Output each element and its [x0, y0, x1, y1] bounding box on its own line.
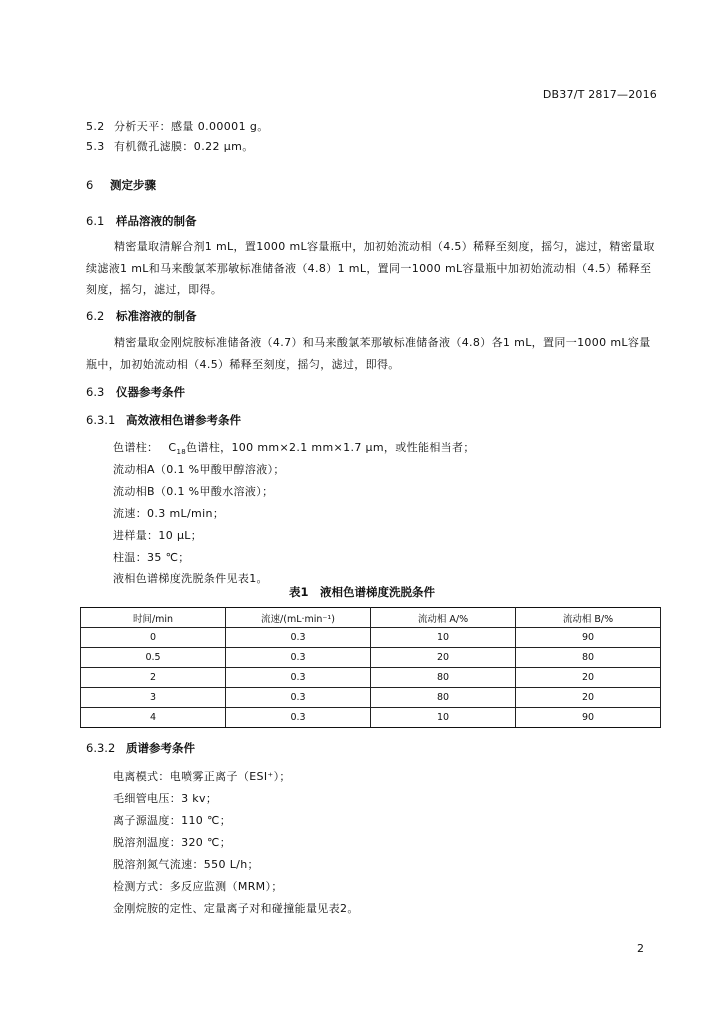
section-6-heading: [86, 177, 156, 193]
column-temperature: 柱温：35 ℃；: [113, 551, 190, 564]
section-title: 质谱参考条件: [126, 741, 195, 755]
header-flow: 流速/(mL·min⁻¹): [226, 608, 371, 628]
table-cell: 90: [516, 708, 661, 728]
section-6-3-2-heading: [86, 740, 195, 756]
column-type: C: [168, 441, 177, 454]
table-cell: 80: [371, 668, 516, 688]
desolvation-temperature: 脱溶剂温度：320 ℃；: [113, 836, 232, 849]
table-cell: 0.3: [226, 668, 371, 688]
table-row: [81, 668, 661, 688]
table-cell: 3: [81, 688, 226, 708]
table-1-caption: 表1 液相色谱梯度洗脱条件: [288, 585, 435, 599]
section-title: 高效液相色谱参考条件: [126, 413, 241, 427]
section-number: 6.2: [86, 309, 105, 323]
table-cell: 10: [371, 628, 516, 648]
header-time: 时间/min: [81, 608, 226, 628]
page-number: 2: [637, 942, 644, 955]
table-cell: 0.3: [226, 648, 371, 668]
mobile-phase-b: 流动相B（0.1 %甲酸水溶液）；: [113, 485, 274, 498]
section-6-3-heading: [86, 384, 185, 400]
document-code: DB37/T 2817—2016: [542, 88, 657, 101]
table-row: [81, 688, 661, 708]
clause-5-3: [86, 138, 254, 154]
table-cell: 10: [371, 708, 516, 728]
clause-number: 5.2: [86, 120, 105, 133]
table-header-row: [81, 608, 661, 628]
column-label: 色谱柱：: [113, 441, 159, 454]
detection-mode: 检测方式：多反应监测（MRM）；: [113, 880, 283, 893]
mobile-phase-a: 流动相A（0.1 %甲酸甲醇溶液）；: [113, 463, 285, 476]
table-cell: 20: [516, 688, 661, 708]
section-number: 6.1: [86, 214, 105, 228]
source-temperature: 离子源温度：110 ℃；: [113, 814, 232, 827]
table-row: [81, 628, 661, 648]
hplc-column: [113, 439, 475, 456]
ionization-mode: 电离模式：电喷雾正离子（ESI⁺）；: [113, 770, 291, 783]
section-6-1-heading: [86, 213, 197, 229]
section-title: 测定步骤: [110, 178, 156, 192]
table-cell: 0.5: [81, 648, 226, 668]
table-cell: 80: [516, 648, 661, 668]
table-cell: 0.3: [226, 708, 371, 728]
table-cell: 0: [81, 628, 226, 648]
clause-5-2: [86, 118, 269, 134]
paragraph-text: 精密量取金刚烷胺标准储备液（4.7）和马来酸氯苯那敏标准储备液（4.8）各1 mL，置同一1000 mL容量瓶中，加初始流动相（4.5）稀释至刻度，摇匀，滤过，即得。: [86, 336, 651, 371]
table-cell: 20: [516, 668, 661, 688]
paragraph-text: 精密量取清解合剂1 mL，置1000 mL容量瓶中，加初始流动相（4.5）稀释至刻度，摇匀，滤过，精密量取续滤液1 mL和马来酸氯苯那敏标准储备液（4.8）1 mL，置同一1000 mL容量瓶中加初始流动相（4.5）稀释至刻度，摇匀，滤过，即得。: [86, 240, 655, 296]
section-6-1-body: [86, 236, 658, 301]
table-2-reference: 金刚烷胺的定性、定量离子对和碰撞能量见表2。: [113, 902, 359, 915]
table-cell: 80: [371, 688, 516, 708]
section-title: 标准溶液的制备: [116, 309, 197, 323]
clause-text: 分析天平：感量 0.00001 g。: [114, 120, 269, 133]
section-title: 仪器参考条件: [116, 385, 185, 399]
gradient-reference: 液相色谱梯度洗脱条件见表1。: [113, 572, 268, 585]
section-number: 6.3.1: [86, 413, 116, 427]
table-row: [81, 708, 661, 728]
table-cell: 4: [81, 708, 226, 728]
section-6-2-heading: [86, 308, 197, 324]
section-6-3-1-heading: [86, 412, 241, 428]
column-subscript: 18: [176, 448, 187, 457]
table-cell: 2: [81, 668, 226, 688]
table-cell: 0.3: [226, 628, 371, 648]
header-phase-b: 流动相 B/%: [516, 608, 661, 628]
section-6-2-body: [86, 332, 658, 375]
column-spec: 色谱柱，100 mm×2.1 mm×1.7 μm，或性能相当者；: [186, 441, 475, 454]
table-cell: 90: [516, 628, 661, 648]
table-row: [81, 648, 661, 668]
injection-volume: 进样量：10 μL；: [113, 529, 203, 542]
clause-text: 有机微孔滤膜：0.22 μm。: [114, 140, 254, 153]
desolvation-gas-flow: 脱溶剂氮气流速：550 L/h；: [113, 858, 259, 871]
table-cell: 0.3: [226, 688, 371, 708]
section-number: 6: [86, 178, 94, 192]
gradient-table: [80, 607, 661, 728]
section-number: 6.3.2: [86, 741, 116, 755]
capillary-voltage: 毛细管电压：3 kv；: [113, 792, 218, 805]
header-phase-a: 流动相 A/%: [371, 608, 516, 628]
section-number: 6.3: [86, 385, 105, 399]
table-cell: 20: [371, 648, 516, 668]
flow-rate: 流速：0.3 mL/min；: [113, 507, 225, 520]
section-title: 样品溶液的制备: [116, 214, 197, 228]
clause-number: 5.3: [86, 140, 105, 153]
